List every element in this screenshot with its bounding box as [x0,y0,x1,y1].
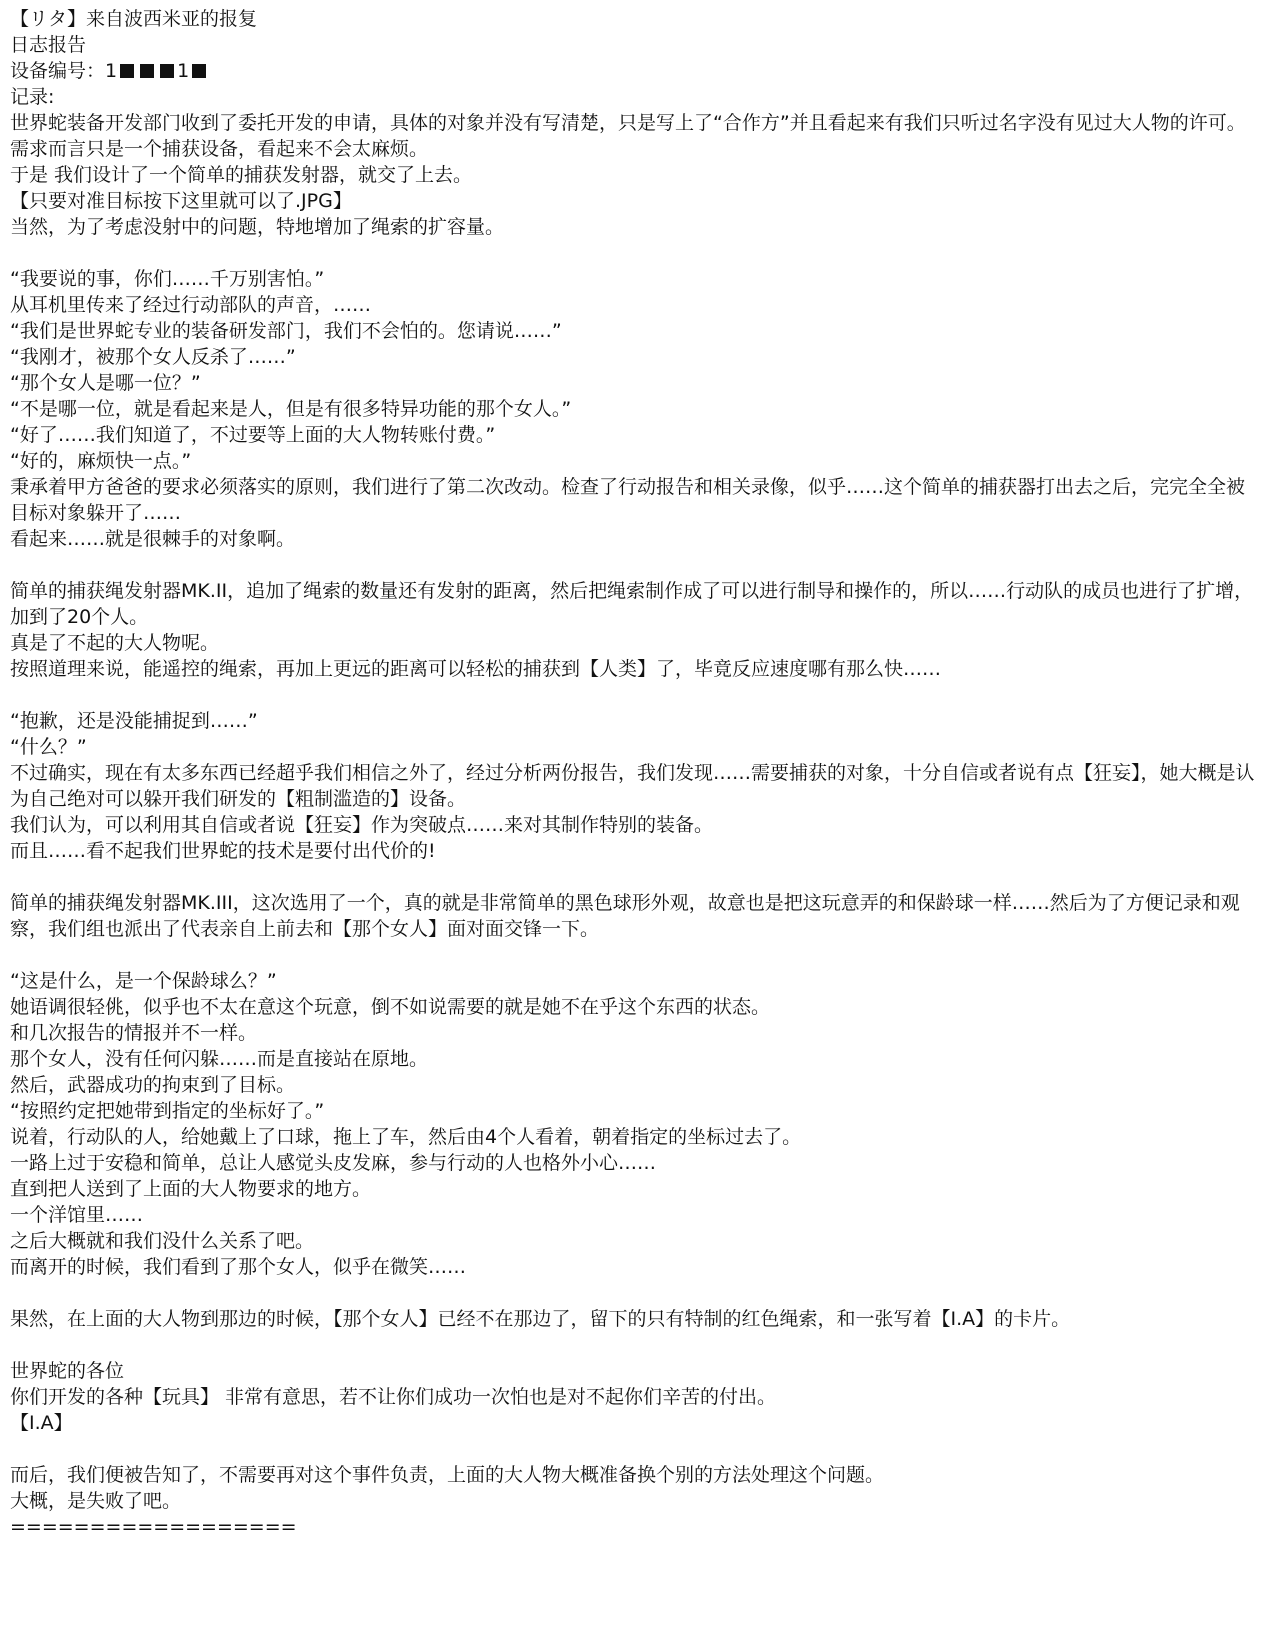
body-line: 和几次报告的情报并不一样。 [10,1022,258,1044]
body-line: 果然，在上面的大人物到那边的时候，【那个女人】已经不在那边了，留下的只有特制的红色绳索，和一张写着【I.A】的卡片。 [10,1308,1071,1330]
record-body [10,110,1256,1540]
body-line: 说着，行动队的人，给她戴上了口球，拖上了车，然后由4个人看着，朝着指定的坐标过去了。 [10,1126,802,1148]
redaction-block [120,64,134,78]
body-line: 世界蛇的各位 [10,1360,125,1382]
report-type: 日志报告 [10,34,87,56]
blank-line [10,552,1256,578]
body-line: 需求而言只是一个捕获设备，看起来不会太麻烦。 [10,138,429,160]
redaction-block [192,64,206,78]
device-number [10,58,1256,84]
blank-line [10,682,1256,708]
body-line: “那个女人是哪一位？” [10,372,201,394]
body-line: 那个女人，没有任何闪躲……而是直接站在原地。 [10,1048,429,1070]
blank-line [10,864,1256,890]
blank-line [10,942,1256,968]
record-label: 记录: [10,86,55,108]
blank-line [10,1436,1256,1462]
body-line: 当然，为了考虑没射中的问题，特地增加了绳索的扩容量。 [10,216,505,238]
blank-line [10,1280,1256,1306]
body-line: 而且……看不起我们世界蛇的技术是要付出代价的! [10,840,436,862]
body-line: 看起来……就是很棘手的对象啊。 [10,528,296,550]
body-line: 她语调很轻佻，似乎也不太在意这个玩意，倒不如说需要的就是她不在乎这个东西的状态。 [10,996,771,1018]
body-line: 而后，我们便被告知了，不需要再对这个事件负责，上面的大人物大概准备换个别的方法处理这个问题。 [10,1464,885,1486]
body-line: 秉承着甲方爸爸的要求必须落实的原则，我们进行了第二次改动。检查了行动报告和相关录像，似乎……这个简单的捕获器打出去之后，完完全全被目标对象躲开了…… [10,476,1246,524]
body-line: “好的，麻烦快一点。” [10,450,192,472]
redaction-block [140,64,154,78]
body-line: 直到把人送到了上面的大人物要求的地方。 [10,1178,372,1200]
body-line: 之后大概就和我们没什么关系了吧。 [10,1230,315,1252]
body-line: “不是哪一位，就是看起来是人，但是有很多特异功能的那个女人。” [10,398,572,420]
body-line: 于是 我们设计了一个简单的捕获发射器，就交了上去。 [10,164,473,186]
body-line: 世界蛇装备开发部门收到了委托开发的申请，具体的对象并没有写清楚，只是写上了“合作方”并且看起来有我们只听过名字没有见过大人物的许可。 [10,112,1246,134]
body-line: 不过确实，现在有太多东西已经超乎我们相信之外了，经过分析两份报告，我们发现……需要捕获的对象，十分自信或者说有点【狂妄】，她大概是认为自己绝对可以躲开我们研发的【粗制滥造的】设备。 [10,762,1255,810]
body-line: 而离开的时候，我们看到了那个女人，似乎在微笑…… [10,1256,467,1278]
body-line: “按照约定把她带到指定的坐标好了。” [10,1100,325,1122]
body-line: 然后，武器成功的拘束到了目标。 [10,1074,296,1096]
body-line: 一个洋馆里…… [10,1204,144,1226]
body-line: “我刚才，被那个女人反杀了……” [10,346,296,368]
body-line: “我要说的事，你们……千万别害怕。” [10,268,325,290]
body-line: 真是了不起的大人物呢。 [10,632,220,654]
device-label: 设备编号：1 [10,60,118,82]
blank-line [10,240,1256,266]
body-line: 你们开发的各种【玩具】 非常有意思，若不让你们成功一次怕也是对不起你们辛苦的付出。 [10,1386,777,1408]
body-line: 按照道理来说，能遥控的绳索，再加上更远的距离可以轻松的捕获到【人类】了，毕竟反应速度哪有那么快…… [10,658,942,680]
body-line: 我们认为，可以利用其自信或者说【狂妄】作为突破点……来对其制作特别的装备。 [10,814,714,836]
body-line: “我们是世界蛇专业的装备研发部门，我们不会怕的。您请说……” [10,320,562,342]
body-line: “什么？” [10,736,87,758]
body-line: 从耳机里传来了经过行动部队的声音，…… [10,294,372,316]
body-line: “好了……我们知道了，不过要等上面的大人物转账付费。” [10,424,496,446]
body-line: 大概，是失败了吧。 [10,1490,182,1512]
body-line: “抱歉，还是没能捕捉到……” [10,710,258,732]
body-line: “这是什么，是一个保龄球么？” [10,970,277,992]
body-line: ================== [10,1516,297,1538]
body-line: 【I.A】 [10,1412,73,1434]
body-line: 简单的捕获绳发射器MK.II，追加了绳索的数量还有发射的距离，然后把绳索制作成了可以进行制导和操作的，所以……行动队的成员也进行了扩增，加到了20个人。 [10,580,1254,628]
body-line: 一路上过于安稳和简单，总让人感觉头皮发麻，参与行动的人也格外小心…… [10,1152,657,1174]
redaction-block [160,64,174,78]
document-title: 【リタ】来自波西米亚的报复 [10,8,258,30]
body-line: 简单的捕获绳发射器MK.III，这次选用了一个，真的就是非常简单的黑色球形外观，故意也是把这玩意弄的和保龄球一样……然后为了方便记录和观察，我们组也派出了代表亲自上前去和【那个女人】面对面交锋一下。 [10,892,1240,940]
device-mid: 1 [177,60,190,82]
body-line: 【只要对准目标按下这里就可以了.JPG】 [10,190,352,212]
blank-line [10,1332,1256,1358]
